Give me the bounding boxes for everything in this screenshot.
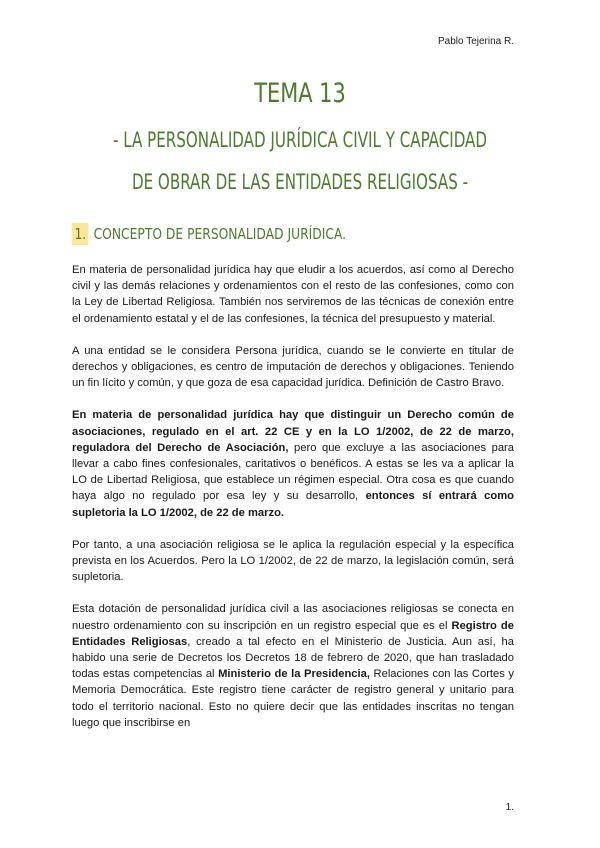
paragraph-5-text-2: , creado a tal efecto en el Ministerio de Justicia. Aun así, ha habido una serie de Decretos los Decretos 18 de febrero de 2020, que han trasladado todas estas competencias al	[72, 635, 514, 681]
paragraph-3-bold-1: En materia de personalidad jurídica hay que distinguir un Derecho común de asociaciones, regulado en el art. 22 CE y en la LO 1/2002, de 22 de marzo, reguladora del Derecho de Asociación,	[72, 409, 514, 454]
paragraph-3-bold-2: entonces sí entrará como supletoria la LO 1/2002, de 22 de marzo.	[72, 490, 514, 519]
paragraph-5-bold-1: Registro de Entidades Religiosas	[72, 619, 514, 648]
paragraph-1: En materia de personalidad jurídica hay que eludir a los acuerdos, así como al Derecho civil y las demás relaciones y ordenamientos con el resto de las confesiones, como con la Ley de Libertad Religiosa. También nos serviremos de las técnicas de conexión entre el ordenamiento estatal y el de las confesiones, la técnica del presupuesto y material.	[72, 264, 514, 325]
section-heading	[72, 225, 346, 243]
paragraph-5-text-1: Esta dotación de personalidad jurídica civil a las asociaciones religiosas se conecta en nuestro ordenamiento con su inscripción en un registro especial que es el	[72, 603, 514, 632]
page-subtitle-line-2: DE OBRAR DE LAS ENTIDADES RELIGIOSAS -	[131, 170, 469, 194]
paragraph-5	[72, 601, 514, 731]
page-subtitle-line-1: - LA PERSONALIDAD JURÍDICA CIVIL Y CAPACIDAD	[112, 128, 488, 152]
section-number: 1.	[72, 223, 89, 245]
section-title: CONCEPTO DE PERSONALIDAD JURÍDICA.	[93, 225, 347, 243]
paragraph-3	[72, 407, 514, 520]
page-title: TEMA 13	[254, 78, 346, 109]
paragraph-4: Por tanto, a una asociación religiosa se le aplica la regulación especial y la específica prevista en los Acuerdos. Pero la LO 1/2002, de 22 de marzo, la legislación común, será supletoria.	[72, 538, 514, 584]
paragraph-5-text-3: Relaciones con las Cortes y Memoria Democrática. Este registro tiene carácter de registro general y unitario para todo el territorio nacional. Esto no quiere decir que las entidades inscritas no tengan luego que inscribirse en	[72, 668, 515, 729]
paragraph-2: A una entidad se le considera Persona jurídica, cuando se le convierte en titular de derechos y obligaciones, es centro de imputación de derechos y obligaciones. Teniendo un fin lícito y común, y que goza de esa capacidad jurídica. Definición de Castro Bravo.	[72, 344, 514, 390]
paragraph-3-text: pero que excluye a las asociaciones para llevar a cabo fines confesionales, caritativos o benéficos. A estas se les va a aplicar la LO de Libertad Religiosa, que establece un régimen especial. Otra cosa es que cuando haya algo no regulado por esa ley y su desarrollo,	[72, 441, 514, 503]
author-header: Pablo Tejerina R.	[438, 36, 514, 47]
paragraph-5-bold-2: Ministerio de la Presidencia,	[218, 668, 370, 681]
document-body	[72, 262, 514, 747]
page-number: 1.	[505, 802, 514, 813]
